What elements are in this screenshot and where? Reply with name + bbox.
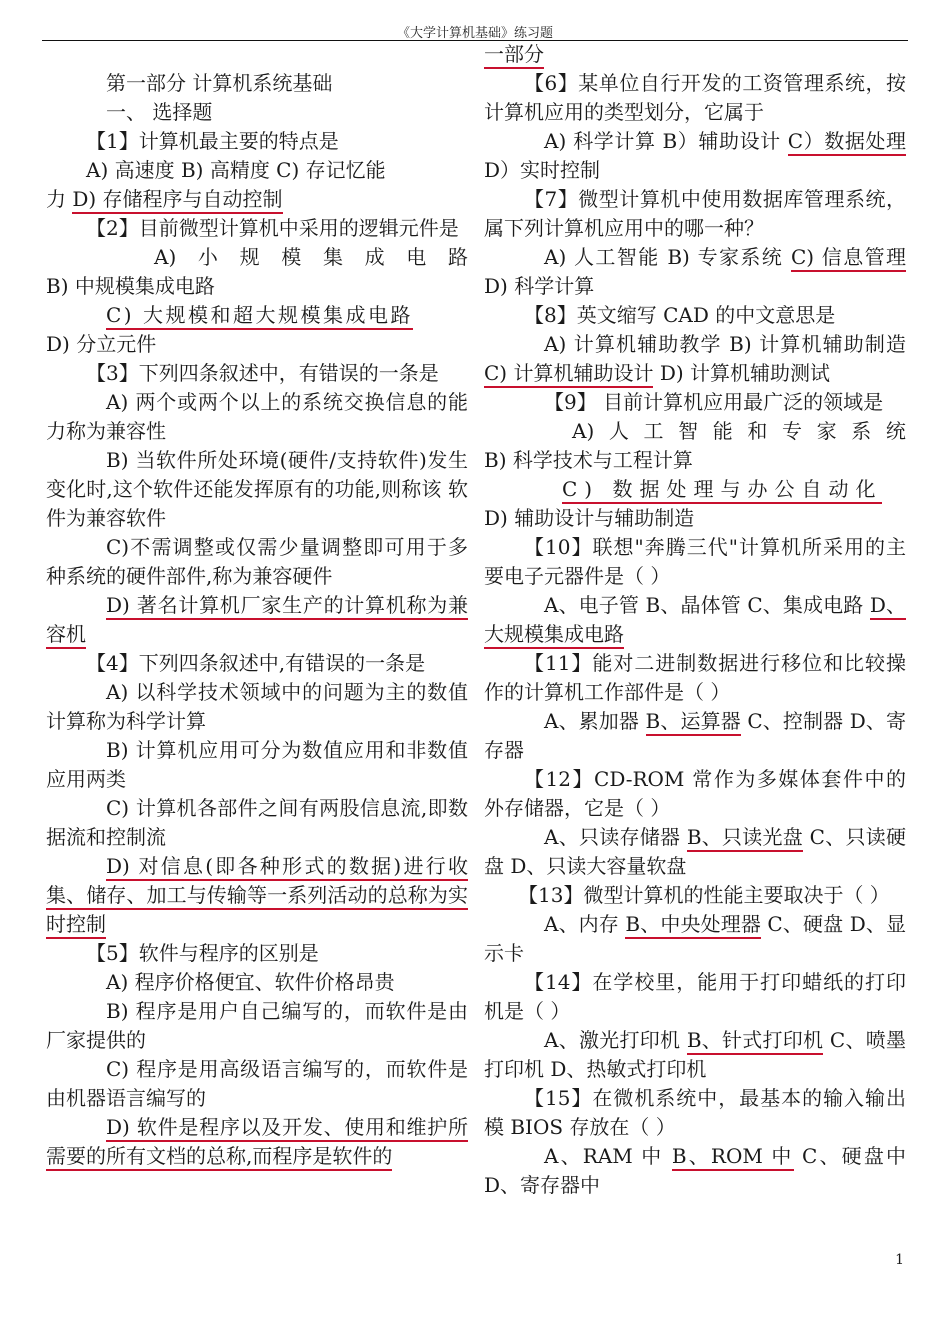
q6-pre: A) 科学计算 B）辅助设计 <box>544 129 788 153</box>
q13-answer: B、中央处理器 <box>625 912 761 939</box>
q14-answer: B、针式打印机 <box>687 1028 823 1055</box>
q13-pre: A、内存 <box>544 912 626 936</box>
q2-option-d: D) 分立元件 <box>46 332 157 356</box>
q14-stem: 【14】在学校里，能用于打印蜡纸的打印机是（ ） <box>484 970 906 1023</box>
q2-a-char: 集 <box>322 245 343 269</box>
q2-answer-line <box>46 301 468 330</box>
q5-option-a: A) 程序价格便宜、软件价格昂贵 <box>106 970 395 994</box>
left-column <box>46 38 468 1171</box>
q11-post: C、控制器 D、寄存器 <box>484 709 906 762</box>
q3-answer: D) 著名计算机厂家生产的计算机称为兼容机 <box>46 593 468 649</box>
q1-stem: 【1】计算机最主要的特点是 <box>86 129 339 153</box>
q3-option-b: B) 当软件所处环境(硬件/支持软件)发生变化时,这个软件还能发挥原有的功能,则称该 软件为兼容软件 <box>46 448 468 530</box>
q9-option-a <box>484 417 906 446</box>
q10-stem: 【10】联想"奔腾三代"计算机所采用的主要电子元器件是（ ） <box>484 535 906 588</box>
q15-stem: 【15】在微机系统中，最基本的输入输出模 BIOS 存放在（ ） <box>484 1086 906 1139</box>
page-header: 《大学计算机基础》练习题 <box>396 26 553 41</box>
q4-option-c: C) 计算机各部件之间有两股信息流,即数据流和控制流 <box>46 796 468 849</box>
q7-options <box>484 243 906 301</box>
q11-stem: 【11】能对二进制数据进行移位和比较操作的计算机工作部件是（ ） <box>484 651 906 704</box>
q15-options <box>484 1142 906 1200</box>
q1-answer-line <box>46 185 468 214</box>
q5-option-b: B) 程序是用户自己编写的，而软件是由厂家提供的 <box>46 999 468 1052</box>
q6-post: D）实时控制 <box>484 158 601 182</box>
q15-post: C、硬盘中 D、寄存器中 <box>484 1144 906 1197</box>
q6-stem: 【6】某单位自行开发的工资管理系统，按计算机应用的类型划分，它属于 <box>484 71 906 124</box>
q1-options-line: A) 高速度 B) 高精度 C) 存记忆能 <box>86 158 386 182</box>
q1-answer: D) 存储程序与自动控制 <box>72 187 282 214</box>
page-number: 1 <box>895 1252 904 1268</box>
q4-answer: D) 对信息(即各种形式的数据)进行收集、储存、加工与传输等一系列活动的总称为实时控制 <box>46 854 468 939</box>
q7-stem: 【7】微型计算机中使用数据库管理系统，属下列计算机应用中的哪一种？ <box>484 187 906 240</box>
q7-answer: C) 信息管理 <box>791 245 906 272</box>
q9-a-char: 人 <box>608 419 629 443</box>
q2-answer: C) 大规模和超大规模集成电路 <box>106 303 413 330</box>
q13-post: C、硬盘 D、显示卡 <box>484 912 906 965</box>
q3-stem: 【3】下列四条叙述中，有错误的一条是 <box>86 361 439 385</box>
q3-option-a: A) 两个或两个以上的系统交换信息的能力称为兼容性 <box>46 390 468 443</box>
part-title: 第一部分 计算机系统基础 <box>106 71 333 95</box>
q5-answer-cont: 一部分 <box>484 42 544 69</box>
q2-a-label: A) <box>154 245 177 269</box>
q9-a-char: 专 <box>782 419 802 443</box>
q9-stem: 【9】 目前计算机应用最广泛的领域是 <box>544 390 884 414</box>
q10-options <box>484 591 906 649</box>
q1-pre: 力 <box>46 187 73 211</box>
q12-stem: 【12】CD-ROM 常作为多媒体套件中的外存储器，它是（ ） <box>484 767 906 820</box>
q4-stem: 【4】下列四条叙述中,有错误的一条是 <box>86 651 426 675</box>
section-title: 一、 选择题 <box>106 100 213 124</box>
q9-answer: C) 数据处理与办公自动化 <box>562 477 882 504</box>
q7-post: D) 科学计算 <box>484 274 595 298</box>
q2-a-char: 成 <box>364 245 385 269</box>
q8-pre: A) 计算机辅助教学 B) 计算机辅助制造 <box>544 332 906 356</box>
q12-answer: B、只读光盘 <box>687 825 803 852</box>
q8-options <box>484 330 906 388</box>
q8-answer: C) 计算机辅助设计 <box>484 361 653 388</box>
q9-a-char: 系 <box>851 419 872 443</box>
q5-continuation <box>484 40 906 69</box>
q15-pre: A、RAM 中 <box>544 1144 672 1168</box>
q5-option-c: C) 程序是用高级语言编写的，而软件是由机器语言编写的 <box>46 1057 468 1110</box>
q2-a-char: 电 <box>406 245 427 269</box>
q11-answer: B、运算器 <box>646 709 741 736</box>
q2-option-b: B) 中规模集成电路 <box>46 274 215 298</box>
q6-answer: C）数据处理 <box>788 129 906 156</box>
q9-a-char: 家 <box>816 419 837 443</box>
q12-options <box>484 823 906 881</box>
q12-pre: A、只读存储器 <box>544 825 687 849</box>
q4-answer-line <box>46 852 468 939</box>
q11-options <box>484 707 906 765</box>
q2-stem: 【2】目前微型计算机中采用的逻辑元件是 <box>86 216 459 240</box>
q9-answer-line <box>484 475 906 504</box>
q2-a-char: 小 <box>197 245 218 269</box>
q3-answer-line <box>46 591 468 649</box>
q9-a-char: 统 <box>885 419 906 443</box>
q14-options <box>484 1026 906 1084</box>
q3-option-c: C)不需调整或仅需少量调整即可用于多种系统的硬件部件,称为兼容硬件 <box>46 535 468 588</box>
q2-a-char: 模 <box>281 245 302 269</box>
q15-answer: B、ROM 中 <box>672 1144 794 1171</box>
q2-option-a <box>46 243 468 272</box>
q6-options <box>484 127 906 185</box>
q8-stem: 【8】英文缩写 CAD 的中文意思是 <box>524 303 836 327</box>
q5-answer-line <box>46 1113 468 1171</box>
q9-a-char: 能 <box>712 419 733 443</box>
q10-pre: A、电子管 B、晶体管 C、集成电路 <box>544 593 870 617</box>
q9-option-b: B) 科学技术与工程计算 <box>484 448 693 472</box>
q1-options <box>46 156 468 185</box>
q14-pre: A、激光打印机 <box>544 1028 687 1052</box>
q13-options <box>484 910 906 968</box>
q10-answer: D、大规模集成电路 <box>484 593 906 649</box>
q5-answer: D) 软件是程序以及开发、使用和维护所需要的所有文档的总称,而程序是软件的 <box>46 1115 468 1171</box>
q4-option-a: A) 以科学技术领域中的问题为主的数值计算称为科学计算 <box>46 680 468 733</box>
q9-a-char: 工 <box>643 419 664 443</box>
q4-option-b: B) 计算机应用可分为数值应用和非数值应用两类 <box>46 738 468 791</box>
q9-option-d: D) 辅助设计与辅助制造 <box>484 506 695 530</box>
q2-a-char: 路 <box>447 245 468 269</box>
q13-stem: 【13】微型计算机的性能主要取决于（ ） <box>518 883 890 907</box>
q9-a-char: 和 <box>747 419 768 443</box>
q9-a-label: A) <box>572 419 595 443</box>
q2-a-char: 规 <box>239 245 260 269</box>
q14-post: C、喷墨打印机 D、热敏式打印机 <box>484 1028 906 1081</box>
q8-post: D) 计算机辅助测试 <box>653 361 831 385</box>
q11-pre: A、累加器 <box>544 709 646 733</box>
q12-post: C、只读硬盘 D、只读大容量软盘 <box>484 825 906 878</box>
q7-pre: A) 人工智能 B) 专家系统 <box>544 245 791 269</box>
right-column <box>484 38 906 1200</box>
q5-stem: 【5】软件与程序的区别是 <box>86 941 319 965</box>
q9-a-char: 智 <box>678 419 699 443</box>
